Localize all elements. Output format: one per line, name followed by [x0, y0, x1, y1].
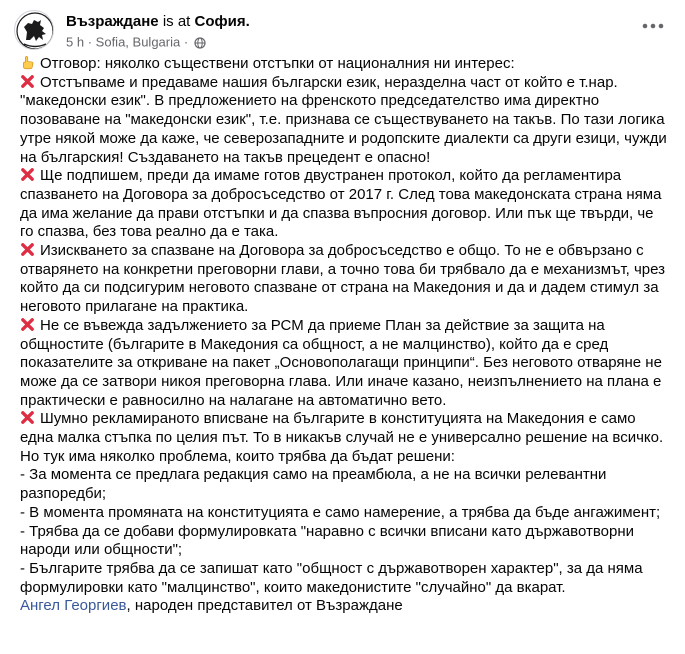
lion-logo-icon — [15, 11, 54, 50]
paragraph-line — [20, 242, 670, 261]
globe-icon[interactable] — [194, 37, 206, 49]
paragraph-line — [20, 410, 670, 429]
post-body — [20, 55, 670, 616]
paragraph-line: да има желание да прави отстъпки и да спазва въпросния договор. Или пък ще твърди, че — [20, 204, 654, 222]
paragraph-line: - Трябва да се добави формулировката "наравно с всички вписани като държавотворни — [20, 522, 635, 540]
paragraph-line: утре някой може да каже, че северозападните и родопските диалекти са други езици, чужди — [20, 129, 667, 147]
cross-mark-icon — [20, 242, 35, 257]
paragraph-line: общностите (българите в Македония са общност, а не малцинство), който да е сред — [20, 335, 609, 353]
pointing-hand-icon — [20, 55, 35, 70]
paragraph-line: една малка стъпка по целия път. То в никакъв случай не е универсално решение на всичко. — [20, 429, 664, 447]
paragraph-1 — [20, 74, 670, 168]
paragraph-5 — [20, 410, 670, 597]
intro-text: Отговор: няколко съществени отстъпки от националния ни интерес: — [40, 55, 515, 72]
paragraph-line: позоваване на "македонски език", т.е. признава се съществуването на такъв. По тази логика — [20, 111, 665, 129]
paragraph-3 — [20, 242, 670, 317]
location-link[interactable]: София. — [194, 13, 250, 30]
paragraph-line: - В момента промяната на конституцията е само намерение, а трябва да бъде ангажимент; — [20, 503, 661, 521]
paragraph-line: показателите за откриване на пакет „Основополагащи принципи“. Без неговото отваряне не — [20, 354, 662, 372]
paragraph-line: практически е равносилно на налагане на автоматично вето. — [20, 391, 447, 409]
signature-line — [20, 597, 670, 616]
paragraph-line: "македонски език". В предложението на френското председателство има директно — [20, 92, 600, 110]
more-dots-icon — [642, 23, 664, 29]
author-link[interactable]: Ангел Георгиев — [20, 597, 127, 615]
post-meta — [66, 34, 206, 51]
meta-separator-2: · — [183, 34, 189, 50]
paragraph-text: Ще подпишем, преди да имаме готов двустранен протокол, който да регламентира — [40, 167, 622, 185]
cross-mark-icon — [20, 317, 35, 332]
paragraph-line: който да си подсигурим неговото спазване от страна на Македония и да и дадем стимул за — [20, 279, 659, 297]
paragraph-line — [20, 74, 670, 93]
author-role: , народен представител от Възраждане — [126, 597, 403, 615]
paragraph-line: спазването на Договора за добросъседство от 2017 г. След това македонската страна няма — [20, 185, 662, 203]
meta-separator: · — [87, 34, 93, 50]
cross-mark-icon — [20, 410, 35, 425]
is-at-text: is at — [162, 13, 191, 30]
paragraph-line: - За момента се предлага редакция само на преамбюла, а не на всички релевантни — [20, 466, 607, 484]
paragraph-line: може да се затвори никоя преговорна глава. Или иначе казано, неизпълнението на плана е — [20, 372, 662, 390]
paragraph-text: Отстъпваме и предаваме нашия български език, неразделна част от който е т.нар. — [40, 73, 618, 91]
paragraph-2 — [20, 167, 670, 242]
paragraph-text: Шумно рекламираното вписване на българите в конституцията на Македония е само — [40, 410, 636, 428]
paragraph-line: - Българите трябва да се запишат като "общност с държавотворен характер", за да няма — [20, 559, 643, 577]
paragraph-line: народи или общности"; — [20, 541, 183, 559]
paragraph-line: неговото прилагане на практика. — [20, 298, 249, 316]
more-options-button[interactable] — [637, 14, 669, 38]
post-title-line — [66, 13, 250, 31]
cross-mark-icon — [20, 167, 35, 182]
paragraph-line: разпоредби; — [20, 485, 107, 503]
page-name-link[interactable]: Възраждане — [66, 13, 159, 30]
paragraph-text: Изискването за спазване на Договора за добросъседство е общо. То не е обвързано с — [40, 242, 644, 260]
paragraph-line: Но тук има няколко проблема, които трябва да бъдат решени: — [20, 447, 455, 465]
intro-line — [20, 55, 670, 74]
paragraph-line — [20, 167, 670, 186]
post-time[interactable]: 5 h — [66, 34, 85, 50]
post-header — [14, 8, 671, 52]
paragraph-4 — [20, 317, 670, 411]
paragraph-text: Не се въвежда задължението за РСМ да приеме План за действие за защита на — [40, 316, 605, 334]
paragraph-line — [20, 317, 670, 336]
paragraph-line: го спазва, без това реално да е така. — [20, 223, 279, 241]
post-place: Sofia, Bulgaria — [95, 34, 181, 50]
paragraph-line: на българския! Създаването на такъв прецедент е опасно! — [20, 148, 431, 166]
paragraph-line: формулировки като "малцинство", които македонистите "случайно" да вкарат. — [20, 578, 566, 596]
cross-mark-icon — [20, 74, 35, 89]
paragraph-line: отварянето на конкретни преговорни глави, а точно това би трябвало да е механизмът, чрез — [20, 260, 666, 278]
page-avatar[interactable] — [14, 10, 54, 50]
